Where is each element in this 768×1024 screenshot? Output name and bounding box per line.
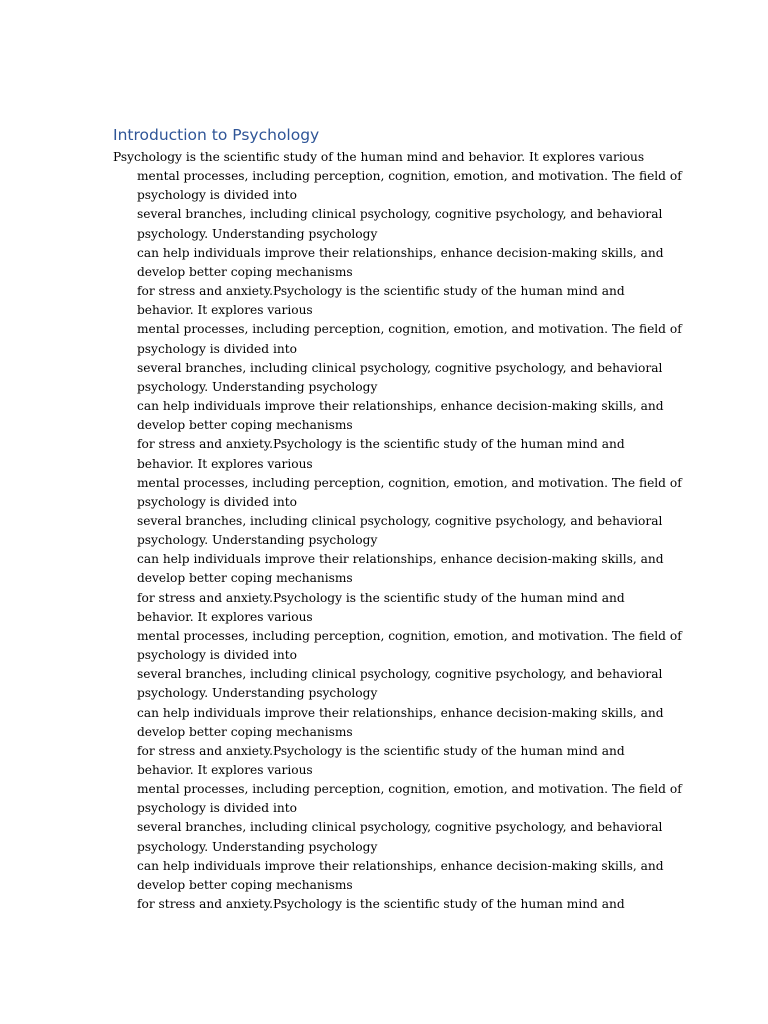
paragraph-line: behavior. It explores various: [137, 609, 313, 624]
paragraph-line: mental processes, including perception, cognition, emotion, and motivation. The field of: [137, 475, 682, 490]
body-paragraph: [113, 474, 682, 512]
document-body: [113, 148, 682, 914]
paragraph-line: develop better coping mechanisms: [137, 264, 353, 279]
paragraph-line: for stress and anxiety.Psychology is the scientific study of the human mind and: [137, 284, 625, 299]
paragraph-line: psychology. Understanding psychology: [137, 839, 378, 854]
paragraph-line: can help individuals improve their relationships, enhance decision-making skills, and: [137, 858, 664, 873]
body-paragraph: [113, 435, 673, 473]
body-paragraph: [113, 589, 673, 627]
body-paragraph: [113, 397, 673, 435]
paragraph-line: can help individuals improve their relationships, enhance decision-making skills, and: [137, 245, 664, 260]
paragraph-line: several branches, including clinical psychology, cognitive psychology, and behavioral: [137, 207, 663, 222]
paragraph-line: can help individuals improve their relationships, enhance decision-making skills, and: [137, 399, 664, 414]
body-paragraph: [113, 359, 673, 397]
body-paragraph: [113, 742, 673, 780]
paragraph-line: develop better coping mechanisms: [137, 877, 353, 892]
body-paragraph: [113, 167, 682, 205]
paragraph-line: psychology is divided into: [137, 341, 297, 356]
paragraph-line: for stress and anxiety.Psychology is the scientific study of the human mind and: [137, 437, 625, 452]
paragraph-line: psychology is divided into: [137, 801, 297, 816]
body-paragraph: [113, 148, 673, 167]
paragraph-line: mental processes, including perception, cognition, emotion, and motivation. The field of: [137, 169, 682, 184]
body-paragraph: [113, 857, 673, 895]
paragraph-line: for stress and anxiety.Psychology is the scientific study of the human mind and: [137, 743, 625, 758]
body-paragraph: [113, 205, 673, 243]
paragraph-line: several branches, including clinical psychology, cognitive psychology, and behavioral: [137, 667, 663, 682]
paragraph-line: psychology. Understanding psychology: [137, 226, 378, 241]
paragraph-line: psychology is divided into: [137, 494, 297, 509]
paragraph-line: behavior. It explores various: [137, 763, 313, 777]
body-paragraph: [113, 665, 673, 703]
paragraph-line: develop better coping mechanisms: [137, 571, 353, 586]
paragraph-line: several branches, including clinical psychology, cognitive psychology, and behavioral: [137, 513, 663, 528]
body-paragraph: [113, 244, 673, 282]
body-paragraph: [113, 550, 673, 588]
paragraph-line: can help individuals improve their relationships, enhance decision-making skills, and: [137, 552, 664, 567]
paragraph-line: can help individuals improve their relationships, enhance decision-making skills, and: [137, 705, 664, 720]
body-paragraph: [113, 627, 682, 665]
paragraph-line: several branches, including clinical psychology, cognitive psychology, and behavioral: [137, 820, 663, 835]
paragraph-line: mental processes, including perception, cognition, emotion, and motivation. The field of: [137, 782, 682, 797]
paragraph-line: behavior. It explores various: [137, 303, 313, 318]
paragraph-line: psychology. Understanding psychology: [137, 686, 378, 701]
paragraph-line: several branches, including clinical psychology, cognitive psychology, and behavioral: [137, 360, 663, 375]
body-paragraph: [113, 512, 673, 550]
paragraph-line: Psychology is the scientific study of the human mind and behavior. It explores various: [113, 150, 645, 164]
body-paragraph: [113, 895, 673, 914]
paragraph-line: develop better coping mechanisms: [137, 724, 353, 739]
body-paragraph: [113, 704, 673, 742]
paragraph-line: psychology is divided into: [137, 188, 297, 203]
paragraph-line: develop better coping mechanisms: [137, 418, 353, 433]
body-paragraph: [113, 780, 682, 818]
body-paragraph: [113, 818, 673, 856]
paragraph-line: behavior. It explores various: [137, 456, 313, 471]
paragraph-line: psychology. Understanding psychology: [137, 533, 378, 548]
body-paragraph: [113, 282, 673, 320]
paragraph-line: for stress and anxiety.Psychology is the scientific study of the human mind and: [137, 590, 625, 605]
document-title: Introduction to Psychology: [113, 126, 320, 144]
paragraph-line: mental processes, including perception, cognition, emotion, and motivation. The field of: [137, 322, 682, 337]
paragraph-line: psychology is divided into: [137, 648, 297, 663]
paragraph-line: psychology. Understanding psychology: [137, 379, 378, 394]
paragraph-line: for stress and anxiety.Psychology is the scientific study of the human mind and: [137, 897, 625, 912]
paragraph-line: mental processes, including perception, cognition, emotion, and motivation. The field of: [137, 628, 682, 643]
body-paragraph: [113, 320, 682, 358]
